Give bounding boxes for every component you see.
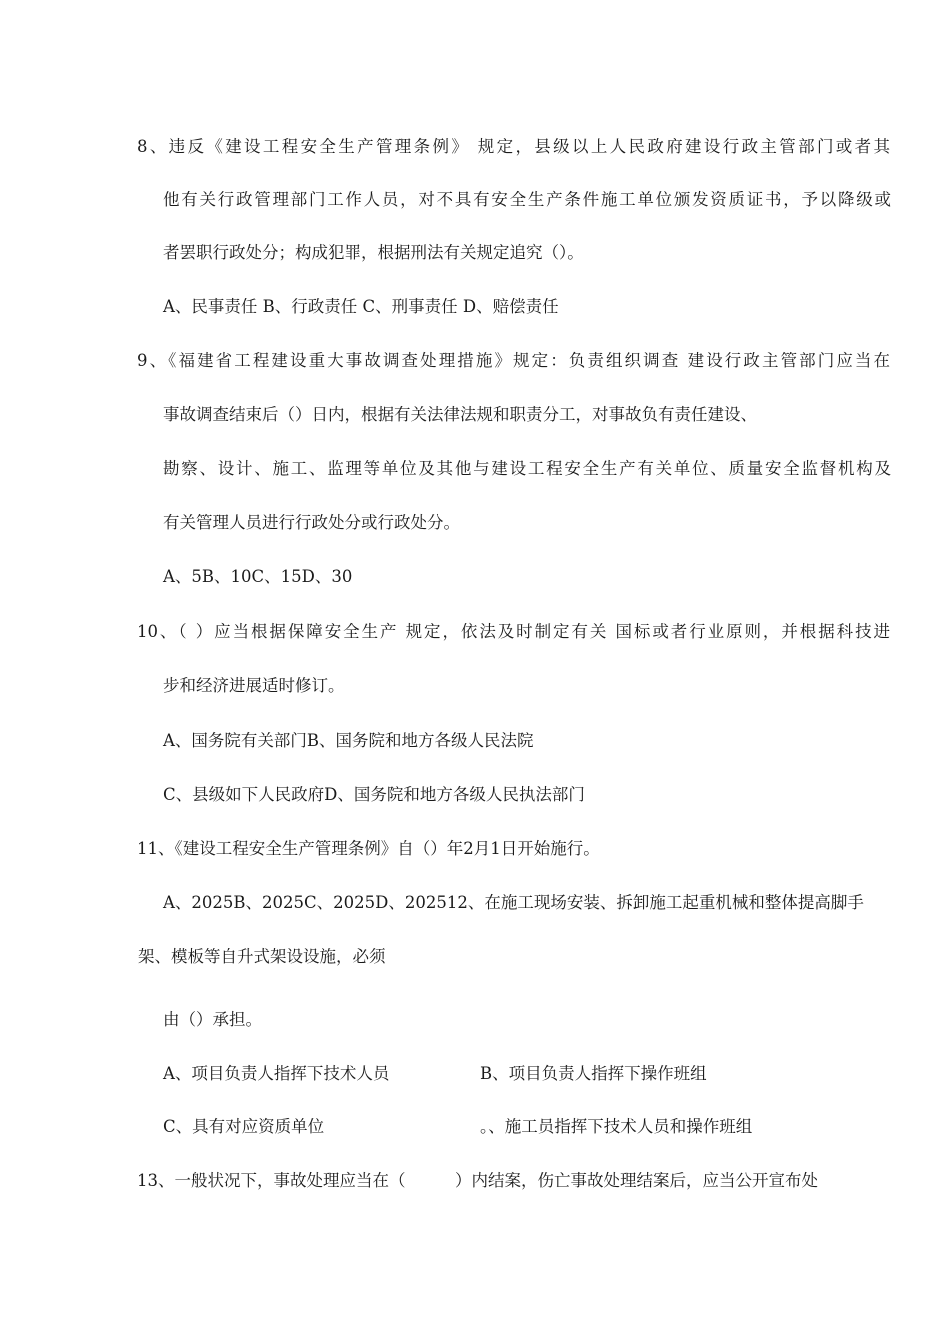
q8-line-1: 8、违反《建设工程安全生产管理条例》 规定，县级以上人民政府建设行政主管部门或者其	[137, 137, 890, 156]
q12-line-2: 架、模板等自升式架设设施，必须	[138, 947, 386, 966]
q8-line-2: 他有关行政管理部门工作人员，对不具有安全生产条件施工单位颁发资质证书，予以降级或	[163, 190, 891, 209]
q9-line-3: 勘察、设计、施工、监理等单位及其他与建设工程安全生产有关单位、质量安全监督机构及	[163, 459, 891, 478]
q10-options-cd: C、县级如下人民政府D、国务院和地方各级人民执法部门	[163, 785, 585, 804]
q13-line-1: 13、一般状况下，事故处理应当在（ ）内结案，伤亡事故处理结案后，应当公开宣布处	[137, 1171, 818, 1190]
q8-line-3: 者罢职行政处分；构成犯罪，根据刑法有关规定追究（）。	[163, 243, 584, 262]
q12-line-3: 由（）承担。	[163, 1010, 262, 1029]
q12-option-d: 。、施工员指挥下技术人员和操作班组	[480, 1117, 753, 1136]
q10-line-2: 步和经济进展适时修订。	[163, 676, 345, 695]
q9-options: A、5B、10C、15D、30	[163, 567, 353, 586]
q9-line-1: 9、《福建省工程建设重大事故调查处理措施》规定：负责组织调查 建设行政主管部门应当在	[137, 351, 890, 370]
q10-line-1: 10、（ ）应当根据保障安全生产 规定，依法及时制定有关 国标或者行业原则，并根据科技进	[137, 622, 890, 641]
q12-option-b: B、项目负责人指挥下操作班组	[480, 1064, 707, 1083]
q9-line-2: 事故调查结束后（）日内，根据有关法律法规和职责分工，对事故负有责任建设、	[163, 405, 757, 424]
q12-option-c: C、具有对应资质单位	[163, 1117, 325, 1136]
q11-line-1: 11、《建设工程安全生产管理条例》自（）年2月1日开始施行。	[137, 839, 600, 858]
q12-option-a: A、项目负责人指挥下技术人员	[163, 1064, 390, 1083]
q10-options-ab: A、国务院有关部门B、国务院和地方各级人民法院	[163, 731, 534, 750]
q11-options-q12-line-1: A、2025B、2025C、2025D、202512、在施工现场安装、拆卸施工起重机械和整体提高脚手	[163, 893, 864, 912]
q8-options: A、民事责任 B、行政责任 C、刑事责任 D、赔偿责任	[163, 297, 559, 316]
q9-line-4: 有关管理人员进行行政处分或行政处分。	[163, 513, 460, 532]
